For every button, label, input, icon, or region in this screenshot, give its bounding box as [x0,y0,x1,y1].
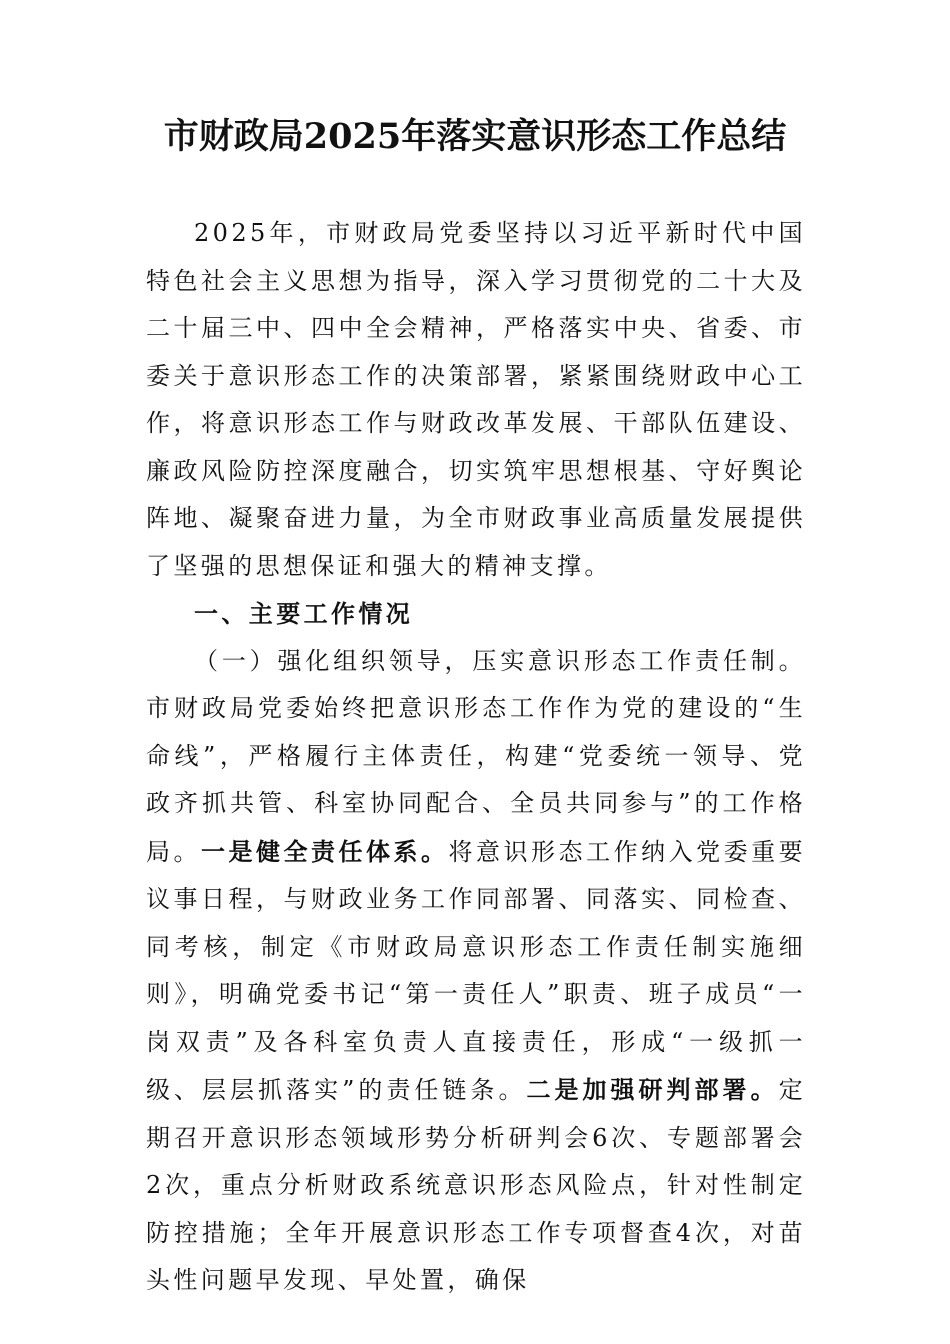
point-1-label: 一是健全责任体系。 [201,836,449,866]
document-title: 市财政局2025年落实意识形态工作总结 [163,116,787,157]
point-1-text: 将意识形态工作纳入党委重要议事日程，与财政业务工作同部署、同落实、同检查、同考核，制定《市财政局意识形态工作责任制实施细则》，明确党委书记“第一责任人”职责、班子成员“一岗双责”及各科室负责人直接责任，形成“一级抓一级、层层抓落实”的责任链条。 [146,837,806,1104]
subsection-1-paragraph [146,638,806,1305]
point-2-label: 二是加强研判部署。 [526,1075,779,1104]
intro-paragraph: 2025年，市财政局党委坚持以习近平新时代中国特色社会主义思想为指导，深入学习贯彻党的二十大及二十届三中、四中全会精神，严格落实中央、省委、市委关于意识形态工作的决策部署，紧紧围绕财政中心工作，将意识形态工作与财政改革发展、干部队伍建设、廉政风险防控深度融合，切实筑牢思想根基、守好舆论阵地、凝聚奋进力量，为全市财政事业高质量发展提供了坚强的思想保证和强大的精神支撑。 [146,219,806,580]
section-heading-main-work: 一、主要工作情况 [194,599,414,628]
subsection-1-lead: （一）强化组织领导，压实意识形态工作责任制。市财政局党委始终把意识形态工作作为党的建设的“生命线”，严格履行主体责任，构建“党委统一领导、党政齐抓共管、科室协同配合、全员共同参与”的工作格局。 [146,646,806,866]
point-2-text: 定期召开意识形态领域形势分析研判会6次、专题部署会2次，重点分析财政系统意识形态风险点，针对性制定防控措施；全年开展意识形态工作专项督查4次，对苗头性问题早发现、早处置，确保 [146,1076,806,1294]
document-body [146,210,806,1305]
